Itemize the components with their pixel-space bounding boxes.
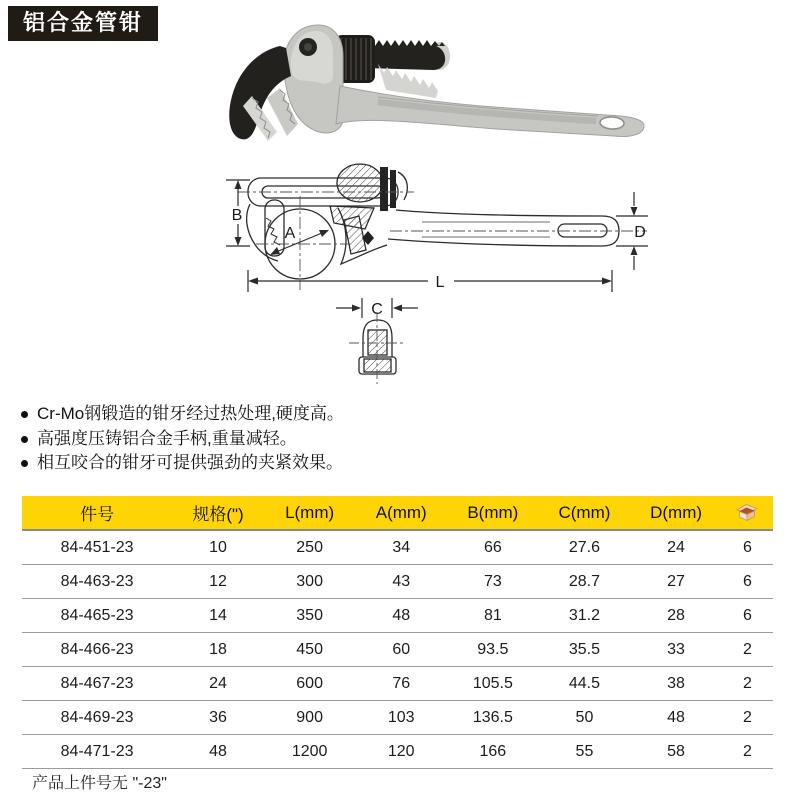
- col-header-a: A(mm): [355, 496, 447, 530]
- cell-l: 600: [264, 667, 356, 701]
- spec-table-header-row: [22, 496, 773, 530]
- col-header-l: L(mm): [264, 496, 356, 530]
- cell-part-no: 84-466-23: [22, 633, 172, 667]
- cell-qty: 6: [722, 565, 773, 599]
- handle-outline: [388, 210, 619, 246]
- cell-b: 66: [447, 530, 539, 565]
- cell-c: 27.6: [539, 530, 631, 565]
- cell-l: 900: [264, 701, 356, 735]
- cell-spec: 18: [172, 633, 264, 667]
- table-row: [22, 667, 773, 701]
- cell-b: 93.5: [447, 633, 539, 667]
- dim-label-b: B: [231, 207, 243, 224]
- cell-spec: 14: [172, 599, 264, 633]
- cell-b: 136.5: [447, 701, 539, 735]
- cell-l: 1200: [264, 735, 356, 769]
- dim-label-d: D: [634, 224, 646, 241]
- cell-a: 34: [355, 530, 447, 565]
- cell-l: 450: [264, 633, 356, 667]
- table-row: [22, 633, 773, 667]
- cell-c: 35.5: [539, 633, 631, 667]
- cell-qty: 2: [722, 633, 773, 667]
- product-photo: [228, 18, 660, 162]
- cell-part-no: 84-451-23: [22, 530, 172, 565]
- feature-item: Cr-Mo钢锻造的钳牙经过热处理,硬度高。: [20, 402, 344, 427]
- cell-part-no: 84-465-23: [22, 599, 172, 633]
- dim-a: [270, 225, 329, 255]
- dimension-diagram-svg: [210, 158, 650, 398]
- col-header-d: D(mm): [630, 496, 722, 530]
- handle-cross-section: [349, 312, 406, 384]
- cell-c: 28.7: [539, 565, 631, 599]
- cell-part-no: 84-469-23: [22, 701, 172, 735]
- wrench-rack: [366, 40, 450, 98]
- col-header-qty: [722, 496, 773, 530]
- cell-spec: 48: [172, 735, 264, 769]
- cell-part-no: 84-463-23: [22, 565, 172, 599]
- dim-label-l: L: [435, 274, 445, 291]
- dim-label-a: A: [284, 225, 296, 242]
- cell-c: 50: [539, 701, 631, 735]
- cell-spec: 10: [172, 530, 264, 565]
- table-row: [22, 701, 773, 735]
- cell-b: 81: [447, 599, 539, 633]
- dim-label-c: C: [371, 301, 383, 318]
- footer-note: 产品上件号无 "-23": [32, 775, 167, 792]
- table-row: [22, 565, 773, 599]
- cell-b: 105.5: [447, 667, 539, 701]
- cell-c: 55: [539, 735, 631, 769]
- cell-a: 120: [355, 735, 447, 769]
- cell-qty: 2: [722, 701, 773, 735]
- cell-spec: 36: [172, 701, 264, 735]
- dim-l: [248, 270, 612, 292]
- table-row: [22, 599, 773, 633]
- feature-item: 相互咬合的钳牙可提供强劲的夹紧效果。: [20, 451, 344, 476]
- cell-qty: 2: [722, 667, 773, 701]
- col-header-part-no: 件号: [22, 496, 172, 530]
- spec-table-body: [22, 530, 773, 769]
- cell-a: 76: [355, 667, 447, 701]
- dimension-diagram: [210, 158, 650, 398]
- cell-a: 103: [355, 701, 447, 735]
- cell-c: 44.5: [539, 667, 631, 701]
- cell-d: 33: [630, 633, 722, 667]
- feature-list: [20, 402, 344, 476]
- col-header-c: C(mm): [539, 496, 631, 530]
- cell-b: 166: [447, 735, 539, 769]
- cell-a: 60: [355, 633, 447, 667]
- cell-d: 38: [630, 667, 722, 701]
- cell-d: 58: [630, 735, 722, 769]
- cell-l: 350: [264, 599, 356, 633]
- feature-item: 高强度压铸铝合金手柄,重量减轻。: [20, 427, 344, 452]
- cell-l: 300: [264, 565, 356, 599]
- cell-part-no: 84-471-23: [22, 735, 172, 769]
- cell-l: 250: [264, 530, 356, 565]
- cell-d: 27: [630, 565, 722, 599]
- cell-part-no: 84-467-23: [22, 667, 172, 701]
- cell-qty: 2: [722, 735, 773, 769]
- table-row: [22, 530, 773, 565]
- cell-d: 28: [630, 599, 722, 633]
- spec-table: [22, 496, 773, 769]
- table-row: [22, 735, 773, 769]
- package-box-icon: [735, 503, 759, 522]
- wrench-handle: [336, 86, 644, 137]
- cell-a: 48: [355, 599, 447, 633]
- cell-qty: 6: [722, 599, 773, 633]
- cell-c: 31.2: [539, 599, 631, 633]
- pipe-wrench-photo: [228, 18, 660, 162]
- cell-d: 48: [630, 701, 722, 735]
- cell-a: 43: [355, 565, 447, 599]
- cell-spec: 12: [172, 565, 264, 599]
- page-title: [8, 6, 158, 41]
- cell-qty: 6: [722, 530, 773, 565]
- cell-b: 73: [447, 565, 539, 599]
- cell-d: 24: [630, 530, 722, 565]
- dim-b: [226, 180, 250, 246]
- col-header-b: B(mm): [447, 496, 539, 530]
- col-header-spec: 规格("): [172, 496, 264, 530]
- cell-spec: 24: [172, 667, 264, 701]
- page-title-text: 铝合金管钳: [23, 10, 144, 35]
